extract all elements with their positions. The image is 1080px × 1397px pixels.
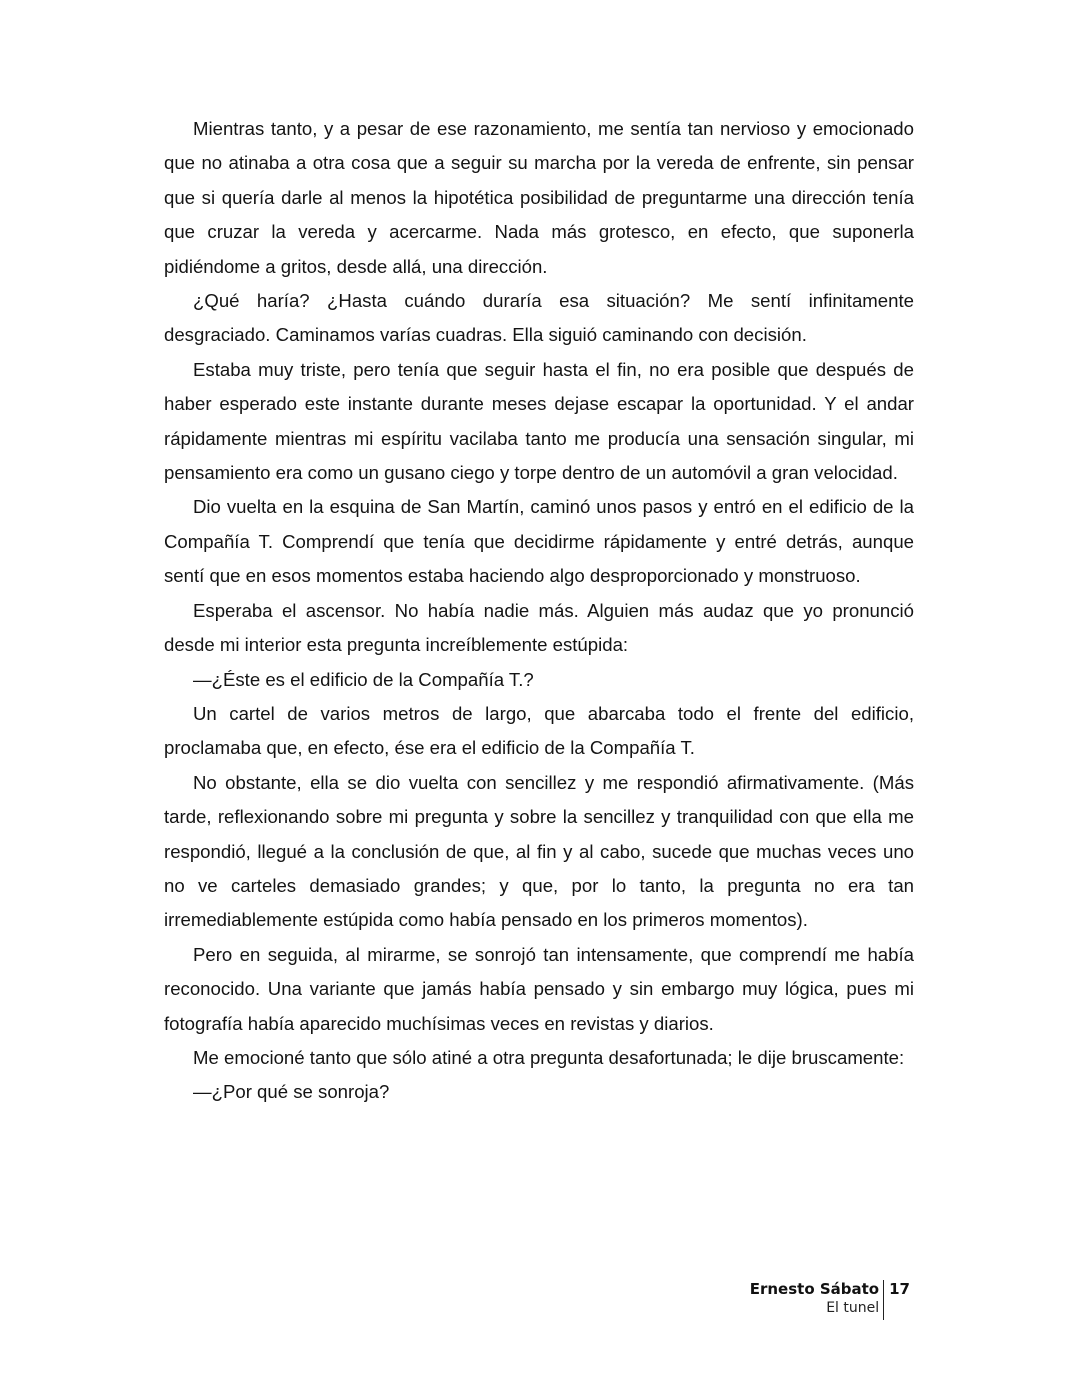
dialogue-line: —¿Por qué se sonroja? bbox=[193, 1081, 390, 1103]
paragraph: Esperaba el ascensor. No había nadie más. Alguien más audaz que yo pronunció desde mi interior esta pregunta increíblemente estúpida: bbox=[164, 599, 914, 656]
paragraph: Me emocioné tanto que sólo atiné a otra pregunta desafortunada; le dije bruscamente: bbox=[193, 1046, 905, 1068]
dialogue-line: —¿Éste es el edificio de la Compañía T.? bbox=[193, 668, 534, 690]
paragraph: ¿Qué haría? ¿Hasta cuándo duraría esa situación? Me sentí infinitamente desgraciado. Caminamos varías cuadras. Ella siguió caminando con decisión. bbox=[164, 290, 914, 346]
footer-book-title: El tunel bbox=[826, 1300, 880, 1316]
paragraph: Mientras tanto, y a pesar de ese razonamiento, me sentía tan nervioso y emocionado que no atinaba a otra cosa que a seguir su marcha por la vereda de enfrente, sin pensar que si quería darle al menos la hipotética posibilidad de preguntarme una dirección tenía que cruzar la vereda y acercarme. Nada más grotesco, en efecto, que suponerla pidiéndome a gritos, desde allá, una dirección. bbox=[164, 118, 914, 277]
paragraph: Dio vuelta en la esquina de San Martín, caminó unos pasos y entró en el edificio de la Compañía T. Comprendí que tenía que decidirme rápidamente y entré detrás, aunque sentí que en esos momentos estaba haciendo algo desproporcionado y monstruoso. bbox=[164, 496, 914, 587]
paragraph: Estaba muy triste, pero tenía que seguir hasta el fin, no era posible que después de haber esperado este instante durante meses dejase escapar la oportunidad. Y el andar rápidamente mientras mi espíritu vacilaba tanto me producía una sensación singular, mi pensamiento era como un gusano ciego y torpe dentro de un automóvil a gran velocidad. bbox=[164, 358, 914, 484]
paragraph: Un cartel de varios metros de largo, que abarcaba todo el frente del edificio, proclamaba que, en efecto, ése era el edificio de la Compañía T. bbox=[164, 702, 914, 759]
paragraph: Pero en seguida, al mirarme, se sonrojó tan intensamente, que comprendí me había reconocido. Una variante que jamás había pensado y sin embargo muy lógica, pues mi fotografía había aparecido muchísimas veces en revistas y diarios. bbox=[164, 943, 914, 1034]
page-number: 17 bbox=[889, 1280, 910, 1298]
paragraph: No obstante, ella se dio vuelta con sencillez y me respondió afirmativamente. (Más tarde, reflexionando sobre mi pregunta y sobre la sencillez y tranquilidad con que ella me respondió, llegué a la conclusión de que, al fin y al cabo, sucede que muchas veces uno no ve carteles demasiado grandes; y que, por lo tanto, la pregunta no era tan irremediablemente estúpida como había pensado en los primeros momentos). bbox=[164, 771, 914, 931]
page-footer bbox=[750, 1280, 910, 1320]
footer-author: Ernesto Sábato bbox=[749, 1280, 880, 1298]
footer-attribution bbox=[750, 1280, 884, 1320]
page-body bbox=[164, 112, 914, 1110]
